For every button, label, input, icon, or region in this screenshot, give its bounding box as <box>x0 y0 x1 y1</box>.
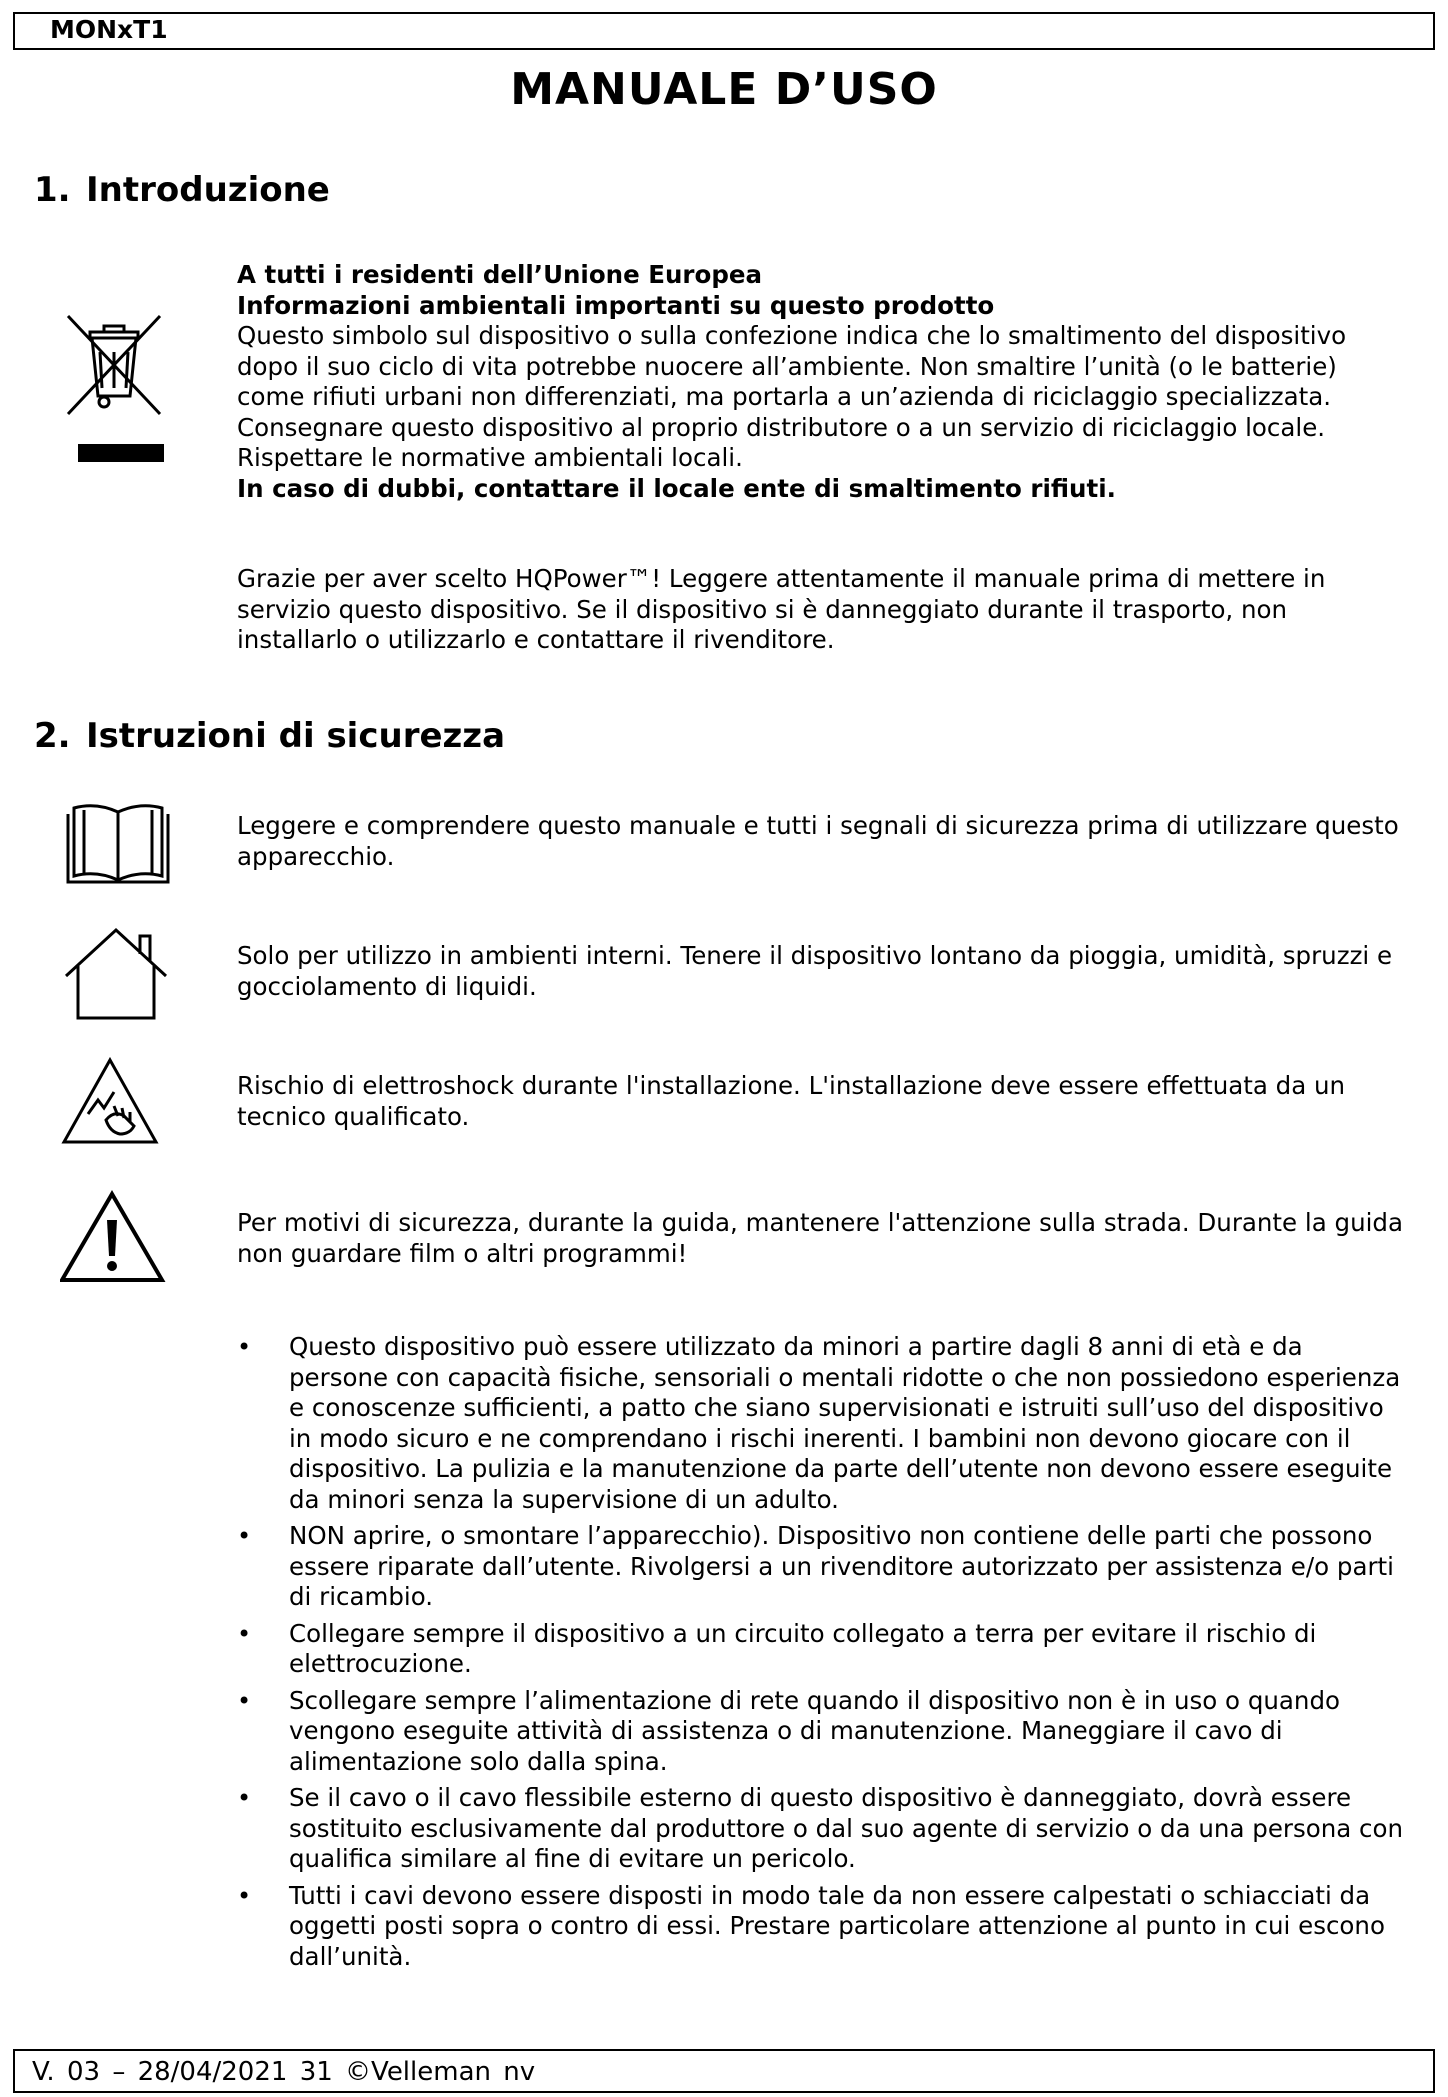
list-item <box>237 1619 1407 1680</box>
footer-version-label: V. 03 – 28/04/2021 31 ©Velleman nv <box>32 2057 536 2087</box>
safety-text-driving: Per motivi di sicurezza, durante la guida, mantenere l'attenzione sulla strada. Durante la guida non guardare film o altri programmi! <box>237 1208 1403 1268</box>
bullet-text: Se il cavo o il cavo flessibile esterno di questo dispositivo è danneggiato, dovrà essere sostituito esclusivamente dal produttore o dal suo agente di servizio o da una persona con qualifica similare al fine di evitare un pericolo. <box>289 1783 1404 1873</box>
bullet-dot: • <box>237 1619 252 1648</box>
indoor-house-icon <box>60 926 180 1022</box>
safety-text-shock: Rischio di elettroshock durante l'installazione. L'installazione deve essere effettuata da un tecnico qualificato. <box>237 1071 1346 1131</box>
section-1-title: Introduzione <box>86 170 330 210</box>
list-item <box>237 1783 1407 1875</box>
bullet-dot: • <box>237 1784 252 1812</box>
bullet-text: Scollegare sempre l’alimentazione di rete quando il dispositivo non è in uso o quando vengono eseguite attività di assistenza o di manutenzione. Maneggiare il cavo di alimentazione solo dalla spina. <box>289 1685 1340 1776</box>
bullet-dot: • <box>237 1522 252 1550</box>
safety-text-manual: Leggere e comprendere questo manuale e tutti i segnali di sicurezza prima di utilizzare questo apparecchio. <box>237 811 1399 871</box>
caution-triangle-icon <box>60 1190 180 1286</box>
section-2-number: 2. <box>34 716 71 756</box>
header-frame <box>13 12 1435 50</box>
electric-shock-warning-icon <box>60 1056 180 1148</box>
env-heading-info: Informazioni ambientali importanti su questo prodotto <box>237 290 995 320</box>
list-item <box>237 1521 1407 1613</box>
weee-crossed-bin-icon <box>60 310 180 470</box>
safety-bullet-list <box>237 1332 1407 1978</box>
env-text: Questo simbolo sul dispositivo o sulla confezione indica che lo smaltimento del dispositivo dopo il suo ciclo di vita potrebbe nuocere all’ambiente. Non smaltire l’unità (o le batterie) come rifiuti urbani non differenziati, ma portarla a un’azienda di riciclaggio specializzata. Consegnare questo dispositivo al proprio distributore o a un servizio di riciclaggio locale. Rispettare le normative ambientali locali. <box>237 321 1347 472</box>
document-title: MANUALE D’USO <box>510 64 938 115</box>
env-contact-note: In caso di dubbi, contattare il locale ente di smaltimento rifiuti. <box>237 473 1116 503</box>
manual-book-icon <box>60 800 180 886</box>
list-item <box>237 1332 1407 1515</box>
environment-info-block <box>237 260 1407 504</box>
list-item <box>237 1881 1407 1973</box>
safety-text-indoor: Solo per utilizzo in ambienti interni. Tenere il dispositivo lontano da pioggia, umidità, spruzzi e gocciolamento di liquidi. <box>237 941 1393 1001</box>
section-1-number: 1. <box>34 170 71 210</box>
bullet-text: Tutti i cavi devono essere disposti in modo tale da non essere calpestati o schiacciati da oggetti posti sopra o contro di essi. Prestare particolare attenzione al punto in cui escono dall’unità. <box>289 1880 1385 1971</box>
bullet-text: NON aprire, o smontare l’apparecchio). Dispositivo non contiene delle parti che possono essere riparate dall’utente. Rivolgersi a un rivenditore autorizzato per assistenza e/o parti di ricambio. <box>289 1521 1394 1611</box>
section-2-heading <box>34 716 505 756</box>
section-1-heading <box>34 170 330 210</box>
env-heading-eu: A tutti i residenti dell’Unione Europea <box>237 260 763 289</box>
list-item <box>237 1686 1407 1778</box>
bullet-dot: • <box>237 1333 252 1361</box>
bullet-dot: • <box>237 1881 252 1910</box>
section-2-title: Istruzioni di sicurezza <box>86 716 506 756</box>
bullet-text: Collegare sempre il dispositivo a un circuito collegato a terra per evitare il rischio di elettrocuzione. <box>289 1618 1317 1678</box>
bullet-text: Questo dispositivo può essere utilizzato da minori a partire dagli 8 anni di età e da persone con capacità fisiche, sensoriali o mentali ridotte o che non possiedono esperienza e conoscenze sufficienti, a patto che siano supervisionati e istruiti sull’uso del dispositivo in modo sicuro e ne comprendano i rischi inerenti. I bambini non devono giocare con il dispositivo. La pulizia e la manutenzione da parte dell’utente non devono essere eseguite da minori senza la supervisione di un adulto. <box>289 1332 1401 1514</box>
thanks-paragraph: Grazie per aver scelto HQPower™! Leggere attentamente il manuale prima di mettere in servizio questo dispositivo. Se il dispositivo si è danneggiato durante il trasporto, non installarlo o utilizzarlo e contattare il rivenditore. <box>237 564 1326 654</box>
model-label: MONxT1 <box>50 15 168 44</box>
bullet-dot: • <box>237 1686 252 1715</box>
